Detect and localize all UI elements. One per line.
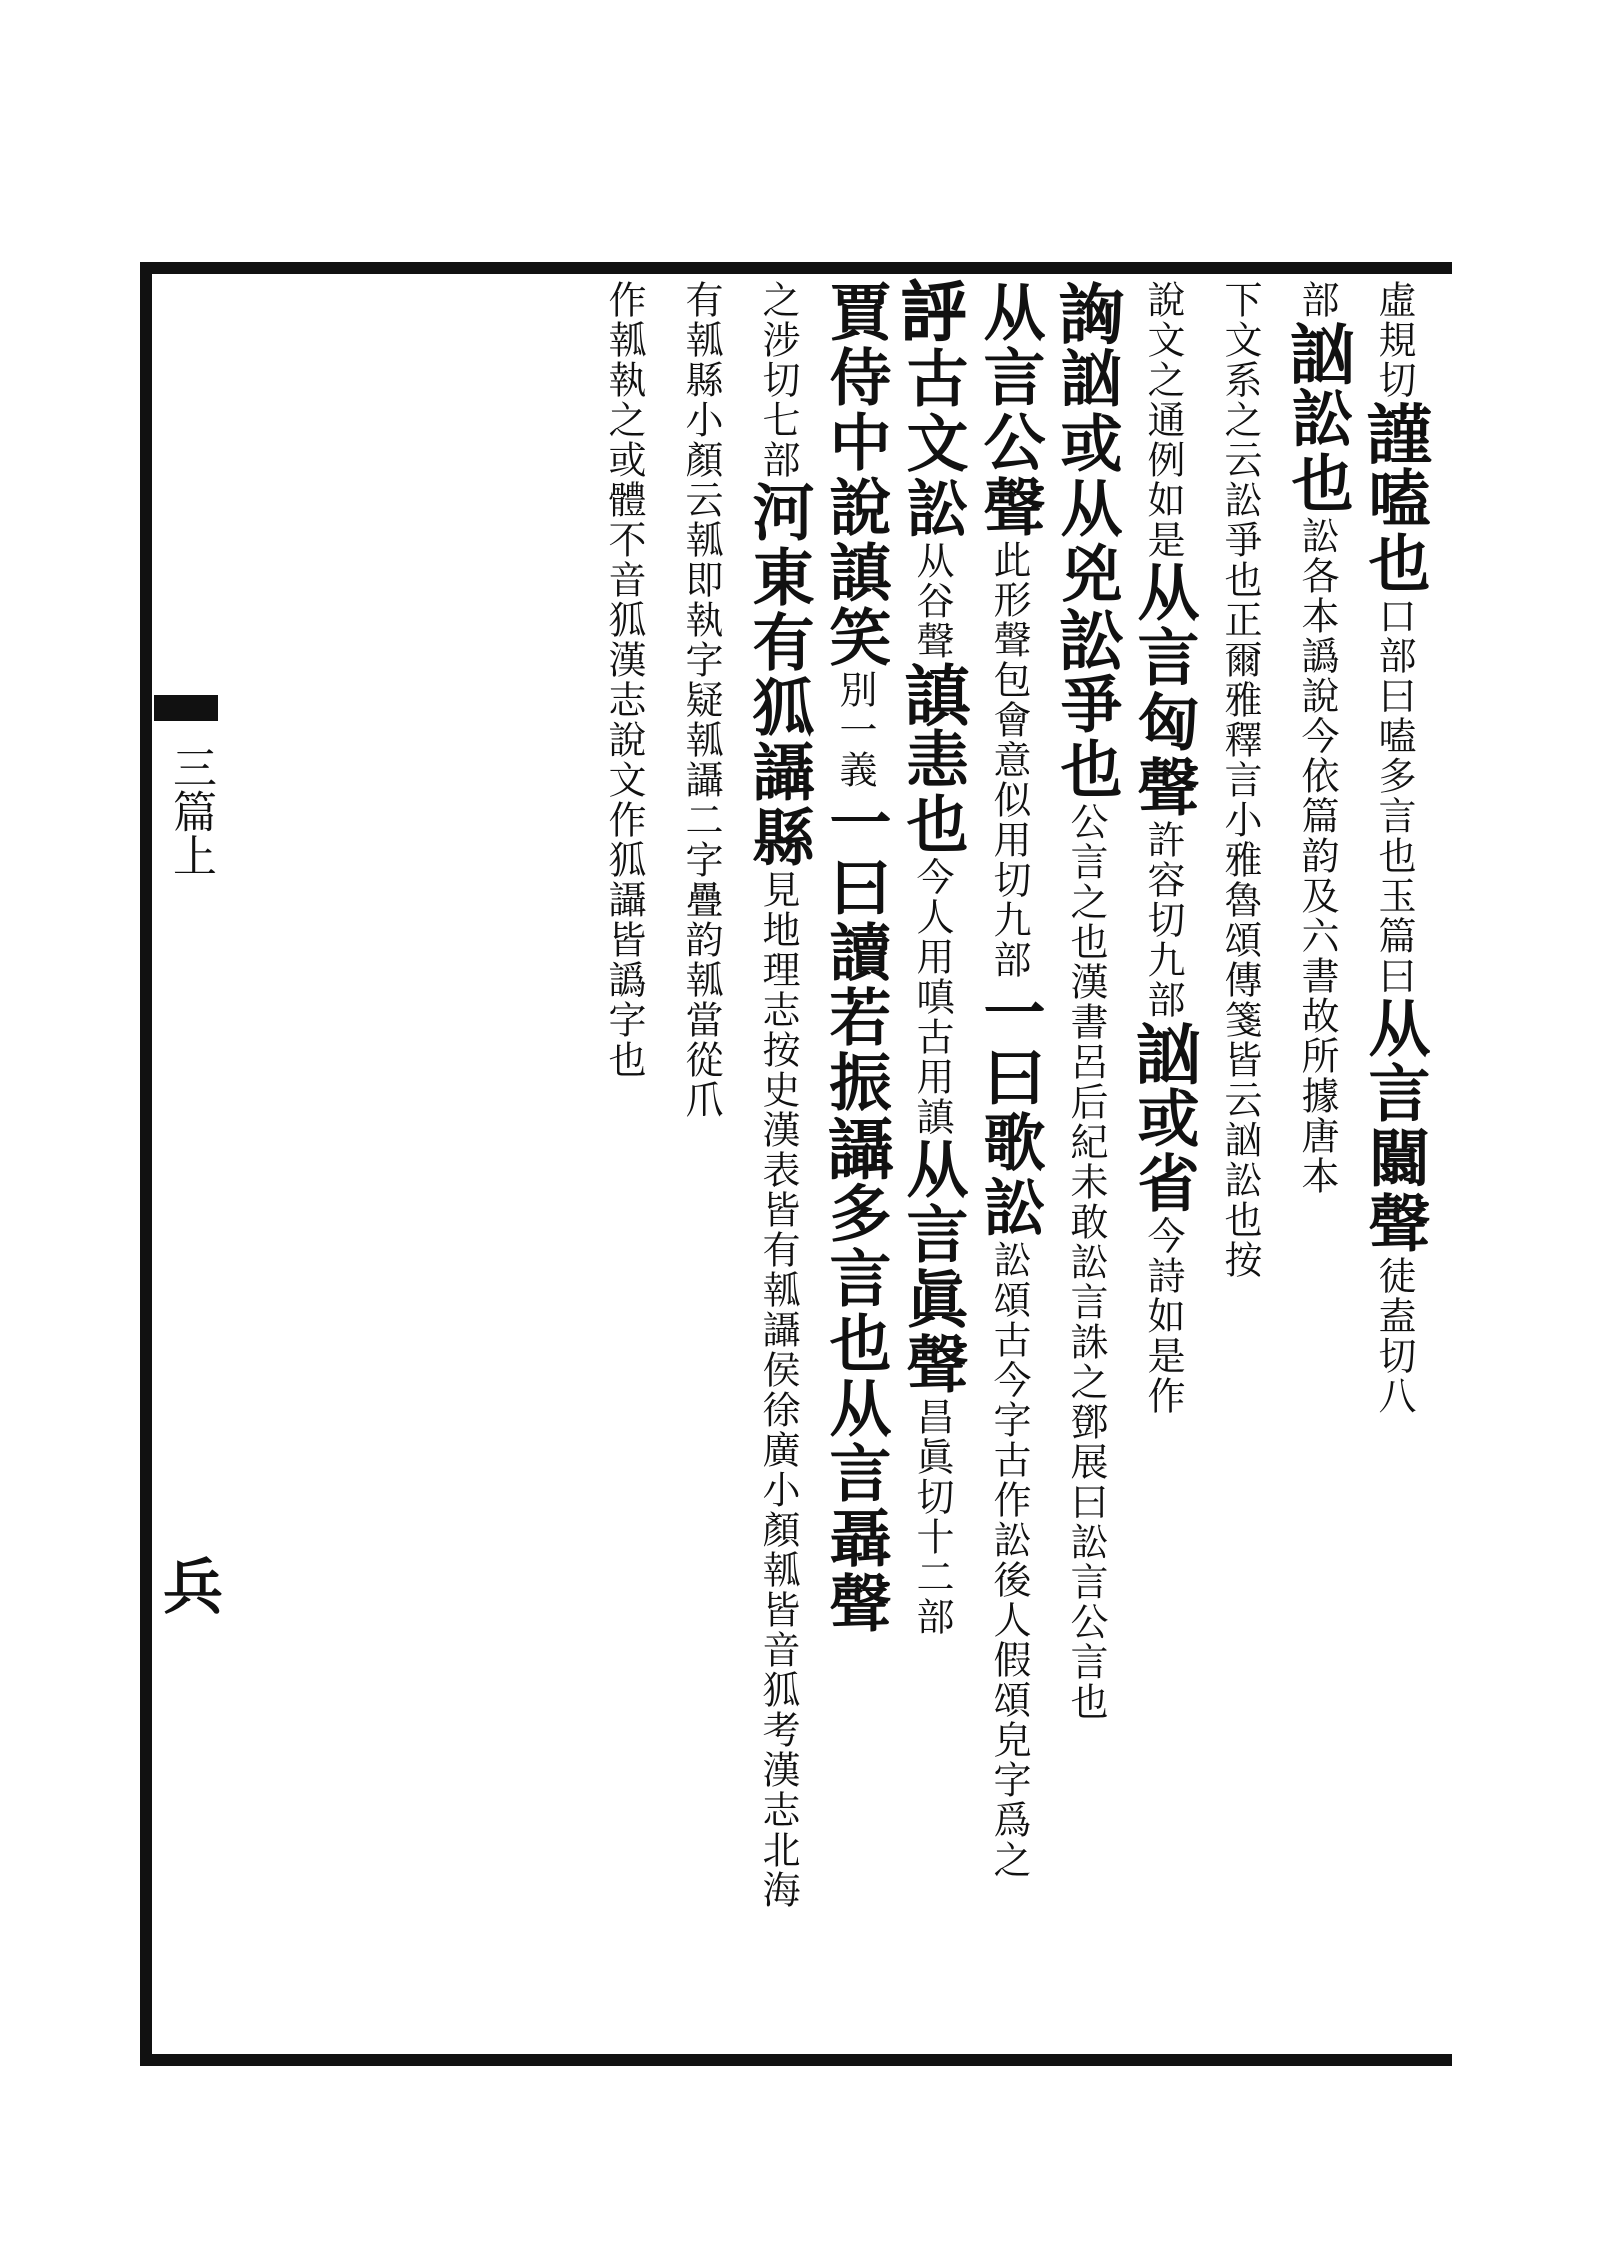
- seal-character: 詾: [1047, 280, 1125, 346]
- commentary-run: 訟各本譌說今依篇韵及六書故所據唐本: [1295, 516, 1339, 1196]
- main-text-run: 一曰歌訟: [973, 980, 1046, 1240]
- seal-character: 讘: [816, 1115, 894, 1181]
- commentary-run: 部: [1295, 280, 1339, 320]
- main-text-run: 河東有狐讘縣: [742, 480, 815, 870]
- main-text-run: 訩或从兇: [1050, 346, 1123, 606]
- text-column: [1049, 280, 1124, 2050]
- border-bottom: [140, 2054, 1452, 2066]
- text-column: [818, 280, 893, 2050]
- text-column: [895, 280, 970, 2050]
- fishtail-mark: [154, 695, 218, 721]
- seal-character: 訟: [1047, 606, 1125, 672]
- main-text-run: 古文訟: [896, 346, 969, 541]
- main-text-run: 从言闒聲: [1358, 996, 1431, 1256]
- chapter-label: 三篇上: [165, 745, 216, 877]
- commentary-run: 有瓡縣小顏云瓡即執字疑瓡讘二字疊韵瓡當從爪: [679, 280, 723, 1120]
- text-column: [972, 280, 1047, 2050]
- page-gutter: [152, 274, 222, 2054]
- main-text-run: 一曰讀若振: [819, 790, 892, 1115]
- main-text-run: 爭也: [1050, 672, 1123, 802]
- commentary-run: 說文之通例如是: [1141, 280, 1185, 560]
- main-text-run: 从言公聲: [973, 280, 1046, 540]
- commentary-run: 昌眞切十二部: [910, 1397, 954, 1637]
- commentary-run: 从谷聲: [910, 541, 954, 661]
- commentary-run: 此形聲包會意似用切九部: [987, 540, 1031, 980]
- seal-character: 訩: [1278, 320, 1356, 386]
- commentary-run: 別一義: [833, 670, 877, 790]
- main-text-run: 从言眞聲: [896, 1137, 969, 1397]
- commentary-run: 見地理志按史漢表皆有瓡讘侯徐廣小顏瓡皆音狐考漢志北海: [756, 870, 800, 1910]
- commentary-run: 之涉切七部: [756, 280, 800, 480]
- main-text-run: 訟也: [1281, 386, 1354, 516]
- text-column: [1357, 280, 1432, 2050]
- seal-character: 謓: [893, 661, 971, 727]
- main-text-run: 恚也: [896, 727, 969, 857]
- border-top: [140, 262, 1452, 274]
- main-text-run: 賈侍中說謓笑: [819, 280, 892, 670]
- seal-character: 𧦝: [893, 280, 971, 346]
- commentary-run: 公言之也漢書呂后紀未敢訟言誅之鄧展曰訟言公言也: [1064, 802, 1108, 1722]
- main-text: [232, 280, 1432, 2050]
- text-column: [1126, 280, 1201, 2050]
- commentary-run: 許容切九部: [1141, 820, 1185, 1020]
- seal-character: 𧫴: [1355, 400, 1433, 466]
- main-text-run: 多言也从言聶聲: [819, 1181, 892, 1636]
- commentary-run: 今詩如是作: [1141, 1216, 1185, 1416]
- commentary-run: 下文系之云訟爭也正爾雅釋言小雅魯頌傳箋皆云訩訟也按: [1218, 280, 1262, 1280]
- folio-number: 兵: [153, 1555, 223, 1615]
- text-column: [587, 280, 662, 2050]
- text-column: [664, 280, 739, 2050]
- main-text-run: 或省: [1127, 1086, 1200, 1216]
- seal-character: 訩: [1124, 1020, 1202, 1086]
- commentary-run: 訟頌古今字古作訟後人假頌皃字爲之: [987, 1240, 1031, 1880]
- border-left: [140, 262, 152, 2066]
- commentary-run: 今人用嗔古用謓: [910, 857, 954, 1137]
- text-column: [741, 280, 816, 2050]
- commentary-run: 徒盍切八: [1372, 1256, 1416, 1416]
- commentary-run: 虛規切: [1372, 280, 1416, 400]
- commentary-run: 作瓡執之或體不音狐漢志說文作狐讘皆譌字也: [602, 280, 646, 1080]
- text-column: [1203, 280, 1278, 2050]
- main-text-run: 嗑也: [1358, 466, 1431, 596]
- commentary-run: 口部曰嗑多言也玉篇曰: [1372, 596, 1416, 996]
- text-column: [1280, 280, 1355, 2050]
- main-text-run: 从言匈聲: [1127, 560, 1200, 820]
